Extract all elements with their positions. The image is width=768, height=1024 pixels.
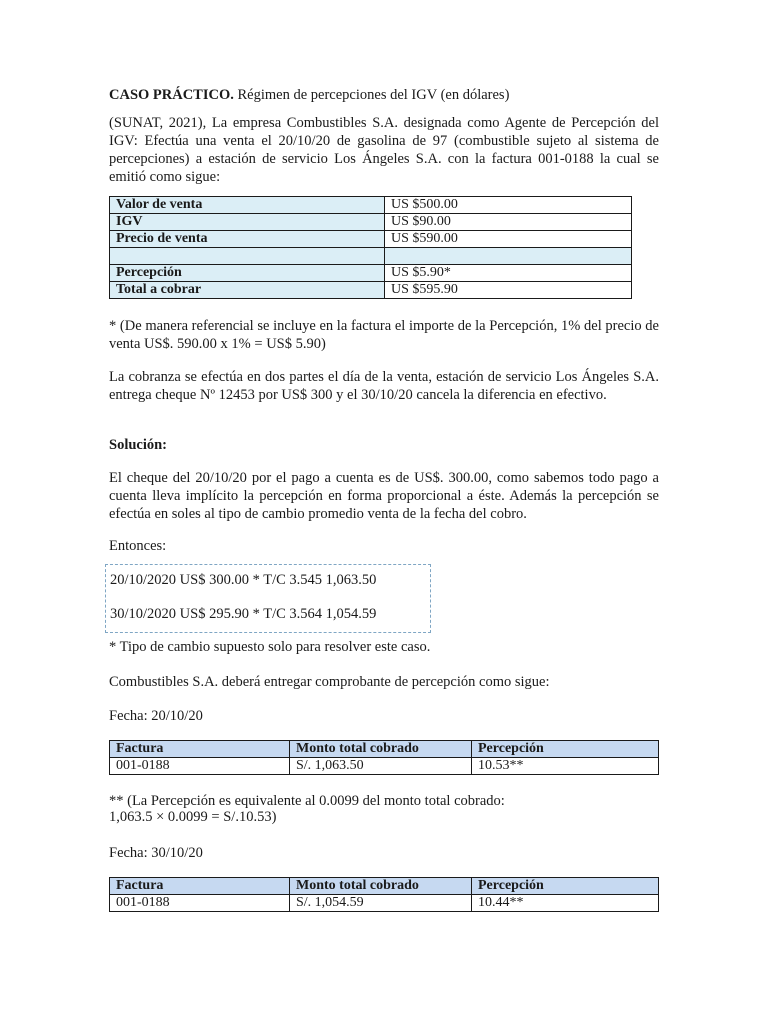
entonces-label: Entonces:: [109, 538, 167, 554]
invoice-table: [109, 196, 632, 299]
invoice-value: US $590.00: [385, 231, 632, 248]
exchange-rate-note: * Tipo de cambio supuesto solo para resolver este caso.: [109, 639, 431, 655]
fecha-1: Fecha: 20/10/20: [109, 708, 203, 724]
header-factura: Factura: [110, 878, 290, 895]
header-percepcion: Percepción: [472, 741, 659, 758]
table-row: [110, 231, 632, 248]
case-heading-rest: Régimen de percepciones del IGV (en dólares): [233, 87, 510, 103]
solution-paragraph: El cheque del 20/10/20 por el pago a cuenta es de US$. 300.00, como sabemos todo pago a cuenta lleva implícito la percepción en forma proporcional a éste. Además la percepción se efectúa en soles al tipo de cambio promedio venta de la fecha del cobro.: [109, 470, 659, 522]
table-header-row: [110, 741, 659, 758]
cobranza-paragraph: La cobranza se efectúa en dos partes el día de la venta, estación de servicio Los Ángeles S.A. entrega cheque Nº 12453 por US$ 300 y el 30/10/20 cancela la diferencia en efectivo.: [109, 369, 659, 403]
table-header-row: [110, 878, 659, 895]
comprobante-paragraph: Combustibles S.A. deberá entregar comprobante de percepción como sigue:: [109, 674, 550, 690]
calculation-line-2: 30/10/2020 US$ 295.90 * T/C 3.564 1,054.59: [110, 606, 377, 622]
header-monto: Monto total cobrado: [290, 878, 472, 895]
table-row: [110, 758, 659, 775]
table-row: [110, 265, 632, 282]
header-monto: Monto total cobrado: [290, 741, 472, 758]
invoice-value: US $500.00: [385, 197, 632, 214]
table-row: [110, 282, 632, 299]
calculation-box: [105, 564, 431, 633]
note-equivalence-line-2: 1,063.5 × 0.0099 = S/.10.53): [109, 809, 277, 825]
invoice-value: US $595.90: [385, 282, 632, 299]
cell-percepcion: 10.53**: [472, 758, 659, 775]
header-percepcion: Percepción: [472, 878, 659, 895]
invoice-label: Total a cobrar: [110, 282, 385, 299]
table-row: [110, 214, 632, 231]
calculation-line-1: 20/10/2020 US$ 300.00 * T/C 3.545 1,063.50: [110, 572, 377, 588]
invoice-label: Precio de venta: [110, 231, 385, 248]
invoice-value: [385, 248, 632, 265]
note-percepcion: * (De manera referencial se incluye en la factura el importe de la Percepción, 1% del precio de venta US$. 590.00 x 1% = US$ 5.90): [109, 318, 659, 352]
case-heading: [109, 86, 659, 104]
cell-monto: S/. 1,063.50: [290, 758, 472, 775]
table-row: [110, 895, 659, 912]
cell-factura: 001-0188: [110, 895, 290, 912]
case-heading-bold: CASO PRÁCTICO.: [109, 87, 234, 103]
solution-heading: Solución:: [109, 437, 168, 453]
invoice-label: Percepción: [110, 265, 385, 282]
intro-paragraph: (SUNAT, 2021), La empresa Combustibles S.A. designada como Agente de Percepción del IGV: Efectúa una venta el 20/10/20 de gasolina de 97 (combustible sujeto al sistema de percepciones) a estación de servicio Los Ángeles S.A. con la factura 001-0188 la cual se emitió como sigue:: [109, 115, 659, 185]
fecha-2: Fecha: 30/10/20: [109, 845, 203, 861]
note-equivalence-line-1: ** (La Percepción es equivalente al 0.0099 del monto total cobrado:: [109, 793, 505, 809]
percepcion-table-1: [109, 740, 659, 775]
invoice-value: US $90.00: [385, 214, 632, 231]
percepcion-table-2: [109, 877, 659, 912]
invoice-value: US $5.90*: [385, 265, 632, 282]
table-row-empty: [110, 248, 632, 265]
cell-monto: S/. 1,054.59: [290, 895, 472, 912]
table-row: [110, 197, 632, 214]
invoice-label: IGV: [110, 214, 385, 231]
invoice-label: [110, 248, 385, 265]
header-factura: Factura: [110, 741, 290, 758]
invoice-label: Valor de venta: [110, 197, 385, 214]
cell-percepcion: 10.44**: [472, 895, 659, 912]
cell-factura: 001-0188: [110, 758, 290, 775]
